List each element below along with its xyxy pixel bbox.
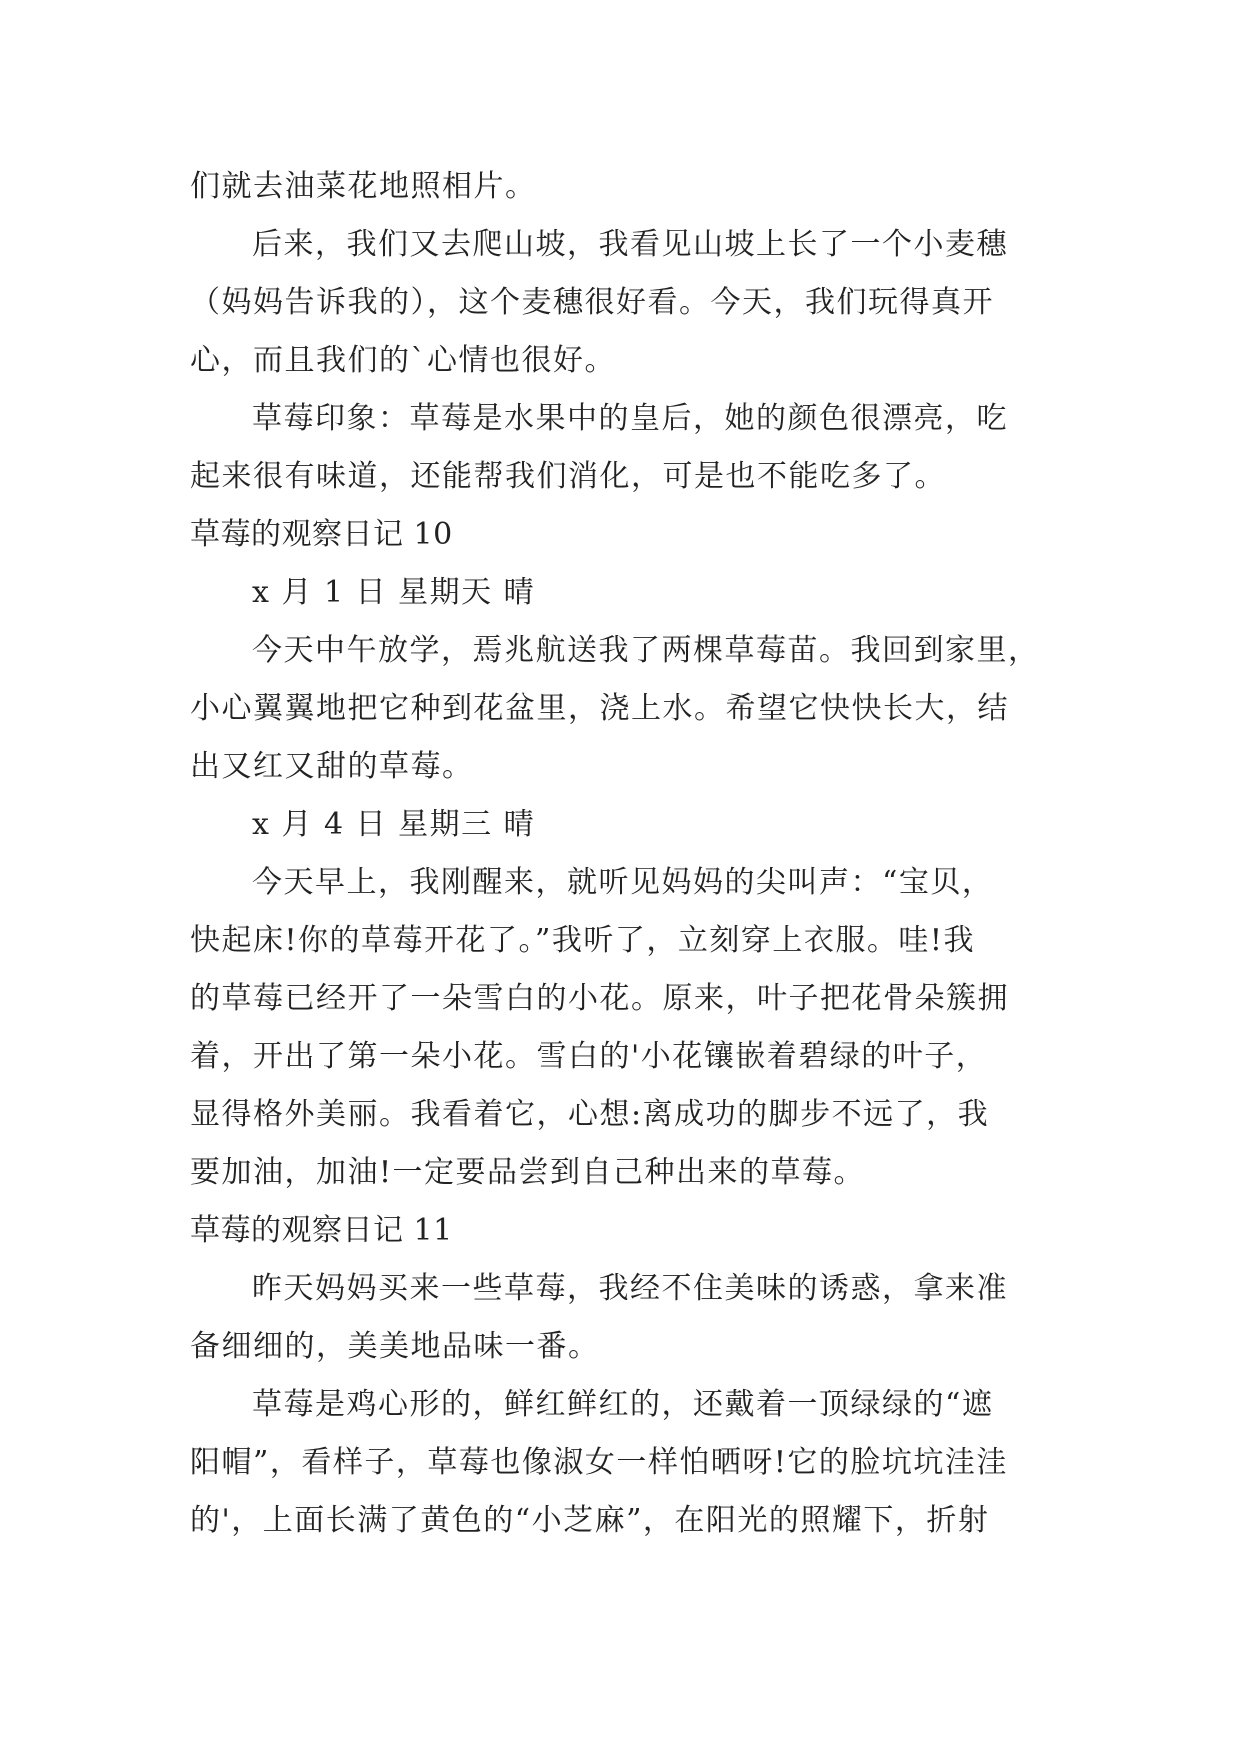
paragraph-start-line: 草莓是鸡心形的，鲜红鲜红的，还戴着一顶绿绿的“遮 (252, 1387, 994, 1422)
text-line: 们就去油菜花地照相片。 (190, 169, 537, 204)
paragraph-start-line: 后来，我们又去爬山坡，我看见山坡上长了一个小麦穗 (252, 227, 1008, 262)
text-line: 显得格外美丽。我看着它，心想:离成功的脚步不远了，我 (190, 1097, 990, 1132)
text-line: 备细细的，美美地品味一番。 (190, 1329, 600, 1364)
paragraph-start-line: 今天早上，我刚醒来，就听见妈妈的尖叫声：“宝贝， (252, 865, 994, 900)
date-line: x 月 1 日 星期天 晴 (252, 575, 536, 610)
paragraph-start-line: 今天中午放学，焉兆航送我了两棵草莓苗。我回到家里， (252, 633, 1040, 668)
section-heading: 草莓的观察日记 11 (190, 1213, 453, 1248)
text-line: （妈妈告诉我的），这个麦穗很好看。今天，我们玩得真开 (190, 285, 994, 320)
text-line: 要加油，加油!一定要品尝到自己种出来的草莓。 (190, 1155, 866, 1190)
text-line: 的'，上面长满了黄色的“小芝麻”，在阳光的照耀下，折射 (190, 1503, 990, 1538)
section-heading: 草莓的观察日记 10 (190, 517, 453, 552)
text-line: 起来很有味道，还能帮我们消化，可是也不能吃多了。 (190, 459, 946, 494)
date-line: x 月 4 日 星期三 晴 (252, 807, 536, 842)
text-line: 的草莓已经开了一朵雪白的小花。原来，叶子把花骨朵簇拥 (190, 981, 1009, 1016)
text-line: 小心翼翼地把它种到花盆里，浇上水。希望它快快长大，结 (190, 691, 1009, 726)
text-line: 出又红又甜的草莓。 (190, 749, 474, 784)
paragraph-start-line: 昨天妈妈买来一些草莓，我经不住美味的诱惑，拿来准 (252, 1271, 1008, 1306)
text-line: 快起床!你的草莓开花了。”我听了，立刻穿上衣服。哇!我 (190, 923, 975, 958)
text-line: 阳帽”，看样子，草莓也像淑女一样怕晒呀!它的脸坑坑洼洼 (190, 1445, 1008, 1480)
document-body (190, 158, 1052, 1550)
paragraph-start-line: 草莓印象：草莓是水果中的皇后，她的颜色很漂亮，吃 (252, 401, 1008, 436)
text-line: 着，开出了第一朵小花。雪白的'小花镶嵌着碧绿的叶子， (190, 1039, 988, 1074)
text-line: 心，而且我们的`心情也很好。 (190, 343, 616, 378)
